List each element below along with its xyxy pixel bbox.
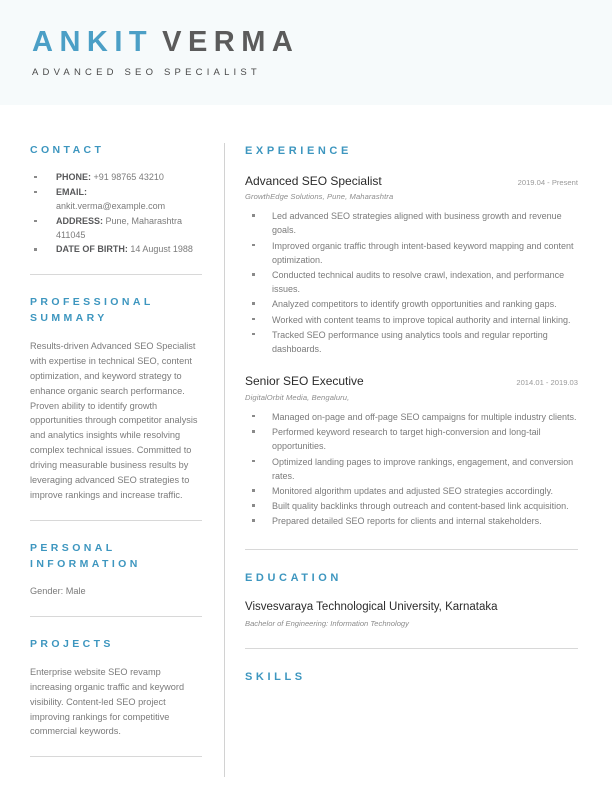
section-summary — [30, 295, 202, 502]
first-name: ANKIT — [32, 25, 154, 58]
list-item: Prepared detailed SEO reports for clients and internal stakeholders. — [245, 514, 578, 528]
skills-heading: SKILLS — [245, 671, 306, 684]
contact-label: PHONE: — [56, 171, 92, 182]
section-personal-information — [30, 541, 202, 599]
list-item: Conducted technical audits to resolve crawl, indexation, and performance issues. — [245, 268, 578, 296]
experience-entry — [245, 374, 578, 528]
job-organization: GrowthEdge Solutions, Pune, Maharashtra — [245, 192, 394, 202]
job-organization: DigitalOrbit Media, Bengaluru, — [245, 392, 350, 402]
list-item: Tracked SEO performance using analytics tools and regular reporting dashboards. — [245, 328, 578, 356]
list-item: Worked with content teams to improve topical authority and internal linking. — [245, 313, 578, 327]
education-degree: Bachelor of Engineering: Information Technology — [245, 619, 409, 629]
projects-heading: PROJECTS — [30, 638, 114, 651]
job-title: Senior SEO Executive — [245, 374, 364, 389]
divider — [30, 520, 202, 521]
divider — [245, 549, 578, 550]
summary-text: Results-driven Advanced SEO Specialist with expertise in technical SEO, content optimization, and keyword strategy to enhance organic search performance. Proven ability to identify growth opportunities through competitor analysis and analytics insights while resolving complex technical issues. Committed to driving measurable business results by leveraging advanced SEO strategies to improve rankings and increase traffic. — [30, 340, 198, 500]
list-item — [30, 243, 202, 257]
list-item — [30, 171, 202, 185]
job-bullet-list — [245, 410, 578, 529]
contact-heading: CONTACT — [30, 144, 105, 156]
contact-value: ankit.verma@example.com — [56, 200, 166, 211]
list-item — [30, 215, 202, 243]
divider — [245, 648, 578, 649]
contact-value: +91 98765 43210 — [91, 171, 164, 182]
personal-information-heading: PERSONAL INFORMATION — [30, 541, 141, 570]
personal-information-text: Gender: Male — [30, 586, 86, 597]
right-column — [225, 143, 612, 777]
list-item: Performed keyword research to target high-conversion and long-tail opportunities. — [245, 425, 578, 453]
list-item: Improved organic traffic through intent-based keyword mapping and content optimization. — [245, 239, 578, 267]
job-date: 2014.01 - 2019.03 — [516, 378, 578, 388]
last-name: VERMA — [162, 25, 300, 58]
spacer — [245, 360, 578, 374]
section-education — [245, 570, 578, 629]
contact-label: ADDRESS: — [56, 215, 104, 226]
contact-value: Pune, Maharashtra 411045 — [56, 215, 183, 240]
experience-entry-header — [245, 174, 578, 190]
left-column — [0, 143, 224, 777]
list-item: Managed on-page and off-page SEO campaigns for multiple industry clients. — [245, 410, 578, 424]
list-item: Monitored algorithm updates and adjusted SEO strategies accordingly. — [245, 484, 578, 498]
experience-heading: EXPERIENCE — [245, 145, 352, 157]
experience-entry-header — [245, 374, 578, 390]
full-name — [32, 27, 612, 59]
divider — [30, 274, 202, 275]
contact-label: DATE OF BIRTH: — [56, 244, 128, 255]
summary-heading: PROFESSIONAL SUMMARY — [30, 296, 154, 325]
divider — [30, 756, 202, 757]
section-contact — [30, 143, 202, 257]
list-item: Built quality backlinks through outreach and content-based link acquisition. — [245, 499, 578, 513]
section-experience — [245, 143, 578, 529]
job-title: Advanced SEO Specialist — [245, 173, 382, 188]
education-heading: EDUCATION — [245, 571, 342, 584]
job-bullet-list — [245, 209, 578, 356]
job-subtitle: ADVANCED SEO SPECIALIST — [32, 67, 261, 79]
contact-label: EMAIL: — [56, 186, 87, 197]
section-skills — [245, 669, 578, 686]
section-projects — [30, 637, 202, 739]
projects-text: Enterprise website SEO revamp increasing organic traffic and keyword visibility. Content-led SEO project improving rankings for competitive commercial keywords. — [30, 666, 185, 737]
job-date: 2019.04 - Present — [517, 177, 578, 187]
list-item: Led advanced SEO strategies aligned with business growth and revenue goals. — [245, 209, 578, 237]
education-school: Visvesvaraya Technological University, Karnataka — [245, 601, 498, 614]
contact-list — [30, 171, 202, 258]
contact-value: 14 August 1988 — [127, 244, 193, 255]
resume-body — [0, 105, 612, 777]
list-item: Optimized landing pages to improve rankings, engagement, and conversion rates. — [245, 455, 578, 483]
resume-header — [0, 0, 612, 105]
experience-entry — [245, 174, 578, 357]
list-item: Analyzed competitors to identify growth opportunities and ranking gaps. — [245, 297, 578, 311]
divider — [30, 616, 202, 617]
list-item — [30, 186, 202, 214]
